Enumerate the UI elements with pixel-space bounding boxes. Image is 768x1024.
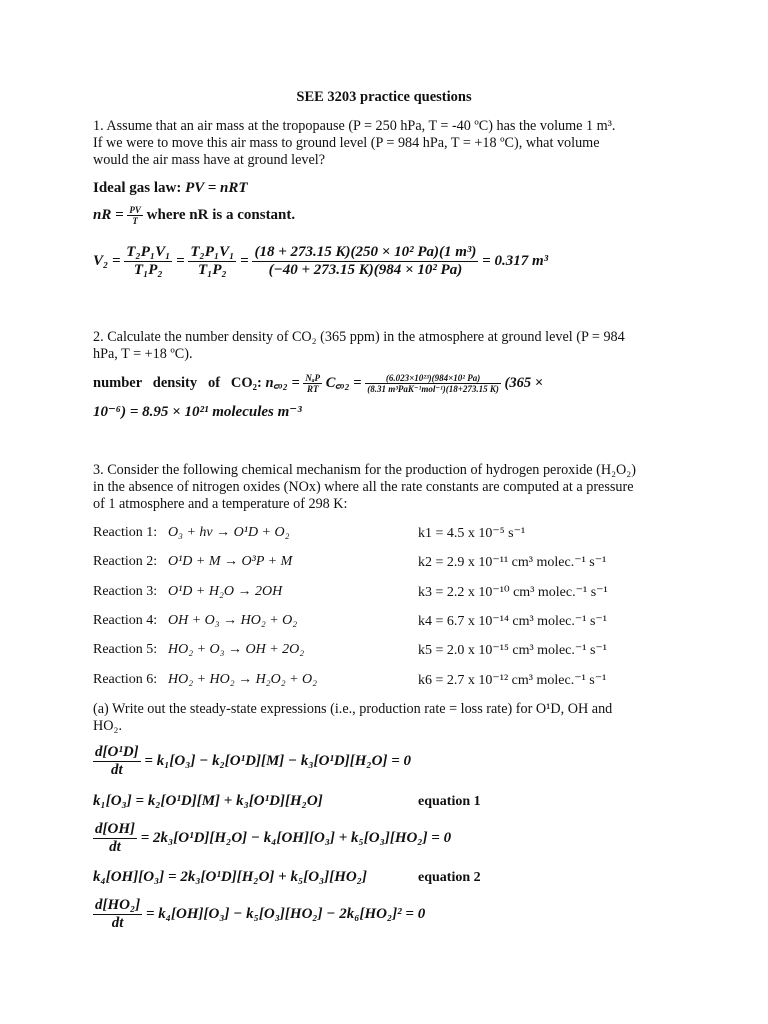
- pv-numerator: PV: [129, 205, 141, 215]
- reaction-3-label: Reaction 3:: [93, 584, 158, 599]
- d1-den: dt: [110, 762, 123, 778]
- steady-state-ho2: [93, 897, 425, 932]
- q1-line3: would the air mass have at ground level?: [93, 152, 326, 168]
- reaction-2-equation: O¹D + M → O³P + M: [168, 554, 293, 569]
- na-p-over-rt: [303, 373, 322, 394]
- q3-line3: of 1 atmosphere and a temperature of 298 K:: [93, 496, 348, 512]
- reaction-4-equation: OH + O₃ → HO₂ + O₂: [168, 613, 298, 628]
- reaction-3-rate: k3 = 2.2 x 10⁻¹⁰ cm³ molec.⁻¹ s⁻¹: [418, 585, 608, 600]
- d2-den: dt: [109, 839, 121, 855]
- reaction-2-rate: k2 = 2.9 x 10⁻¹¹ cm³ molec.⁻¹ s⁻¹: [418, 555, 607, 570]
- reaction-3-equation: O¹D + H₂O → 2OH: [168, 584, 283, 599]
- f2-den: T₁P₂: [198, 262, 227, 278]
- c-co2: C꜀ₒ₂ =: [325, 375, 362, 391]
- d3-rhs: = k₄[OH][O₃] − k₅[O₃][HO₂] − 2k₆[HO₂]² = 0: [145, 905, 426, 922]
- reaction-6-rate: k6 = 2.7 x 10⁻¹² cm³ molec.⁻¹ s⁻¹: [418, 673, 607, 688]
- q2-line1: 2. Calculate the number density of CO₂ (365 ppm) in the atmosphere at ground level (P = 984: [93, 329, 625, 345]
- reaction-1-equation: O₃ + hν → O¹D + O₂: [168, 525, 290, 540]
- page-title: SEE 3203 practice questions: [296, 89, 472, 105]
- f2-num: T₂P₁V₁: [190, 244, 235, 260]
- f1-den: T₁P₂: [133, 262, 163, 278]
- reaction-5-rate: k5 = 2.0 x 10⁻¹⁵ cm³ molec.⁻¹ s⁻¹: [418, 643, 607, 658]
- number-density-result: 10⁻⁶) = 8.95 × 10²¹ molecules m⁻³: [93, 404, 302, 420]
- v2-lhs: V₂ =: [93, 252, 121, 269]
- n-co2-lhs: n꜀ₒ₂ =: [265, 375, 300, 391]
- q1-line2: If we were to move this air mass to ground level (P = 984 hPa, T = +18 ºC), what volume: [93, 135, 600, 151]
- v2-fraction-3: [252, 244, 478, 279]
- steady-state-o1d: [93, 744, 411, 779]
- part-a-line2: HO₂.: [93, 718, 122, 734]
- d2-num: d[OH]: [95, 821, 135, 837]
- q3-line2: in the absence of nitrogen oxides (NOx) where all the rate constants are computed at a pressure: [93, 479, 634, 495]
- d2-rhs: = 2k₃[O¹D][H₂O] − k₄[OH][O₃] + k₅[O₃][HO₂] = 0: [140, 829, 452, 846]
- d3-num: d[HO₂]: [95, 897, 141, 913]
- d1-num: d[O¹D]: [95, 744, 139, 760]
- v2-result: = 0.317 m³: [482, 252, 549, 269]
- equals-1: =: [176, 252, 185, 269]
- nd-num: (6.023×10²³)(984×10² Pa): [365, 373, 501, 384]
- q3-line1: 3. Consider the following chemical mechanism for the production of hydrogen peroxide (H₂O₂): [93, 462, 636, 478]
- equation-2: k₄[OH][O₃] = 2k₃[O¹D][H₂O] + k₅[O₃][HO₂]: [93, 869, 367, 885]
- ideal-gas-label: Ideal gas law:: [93, 180, 182, 196]
- reaction-1-label: Reaction 1:: [93, 525, 158, 540]
- v2-equation: [93, 244, 548, 279]
- reaction-5-equation: HO₂ + O₃ → OH + 2O₂: [168, 642, 305, 657]
- number-density-equation: [93, 372, 683, 395]
- reaction-6-label: Reaction 6:: [93, 672, 158, 687]
- equation-1-label: equation 1: [418, 794, 481, 809]
- nr-prefix: nR =: [93, 206, 124, 223]
- pv-over-t: [127, 205, 143, 226]
- number-density-label: number density of CO₂:: [93, 375, 262, 391]
- nd-den: (8.31 m³PaK⁻¹mol⁻¹)(18+273.15 K): [367, 383, 499, 394]
- number-density-fraction: [365, 373, 501, 395]
- q1-line1: 1. Assume that an air mass at the tropopause (P = 250 hPa, T = -40 ºC) has the volume 1 m³.: [93, 118, 616, 134]
- reaction-4-label: Reaction 4:: [93, 613, 158, 628]
- d1-rhs: = k₁[O₃] − k₂[O¹D][M] − k₃[O¹D][H₂O] = 0: [144, 752, 412, 769]
- nr-suffix: where nR is a constant.: [146, 206, 296, 223]
- f3-num: (18 + 273.15 K)(250 × 10² Pa)(1 m³): [254, 244, 477, 260]
- v2-fraction-2: [188, 244, 236, 279]
- steady-state-oh: [93, 821, 451, 856]
- q2-line2: hPa, T = +18 ºC).: [93, 346, 193, 362]
- nd-tail: (365 ×: [504, 375, 544, 391]
- reaction-5-label: Reaction 5:: [93, 642, 158, 657]
- t-denominator: T: [132, 216, 138, 226]
- ideal-gas-law: [93, 180, 248, 197]
- ideal-gas-equation: PV = nRT: [185, 180, 248, 196]
- equation-2-label: equation 2: [418, 870, 481, 885]
- d-o1d-dt: [93, 744, 141, 779]
- equation-1: k₁[O₃] = k₂[O¹D][M] + k₃[O¹D][H₂O]: [93, 793, 323, 809]
- na-p-num: NₐP: [305, 373, 321, 384]
- d3-den: dt: [111, 915, 124, 931]
- nr-constant-line: [93, 205, 295, 226]
- f3-den: (−40 + 273.15 K)(984 × 10² Pa): [268, 262, 463, 278]
- reaction-1-rate: k1 = 4.5 x 10⁻⁵ s⁻¹: [418, 526, 526, 541]
- part-a-line1: (a) Write out the steady-state expressions (i.e., production rate = loss rate) for O¹D, OH and: [93, 701, 613, 717]
- reaction-2-label: Reaction 2:: [93, 554, 158, 569]
- v2-fraction-1: [124, 244, 172, 279]
- f1-num: T₂P₁V₁: [126, 244, 171, 260]
- rt-den: RT: [306, 384, 319, 395]
- d-oh-dt: [93, 821, 137, 856]
- equals-2: =: [240, 252, 249, 269]
- d-ho2-dt: [93, 897, 142, 932]
- reaction-6-equation: HO₂ + HO₂ → H₂O₂ + O₂: [168, 672, 318, 687]
- reaction-4-rate: k4 = 6.7 x 10⁻¹⁴ cm³ molec.⁻¹ s⁻¹: [418, 614, 607, 629]
